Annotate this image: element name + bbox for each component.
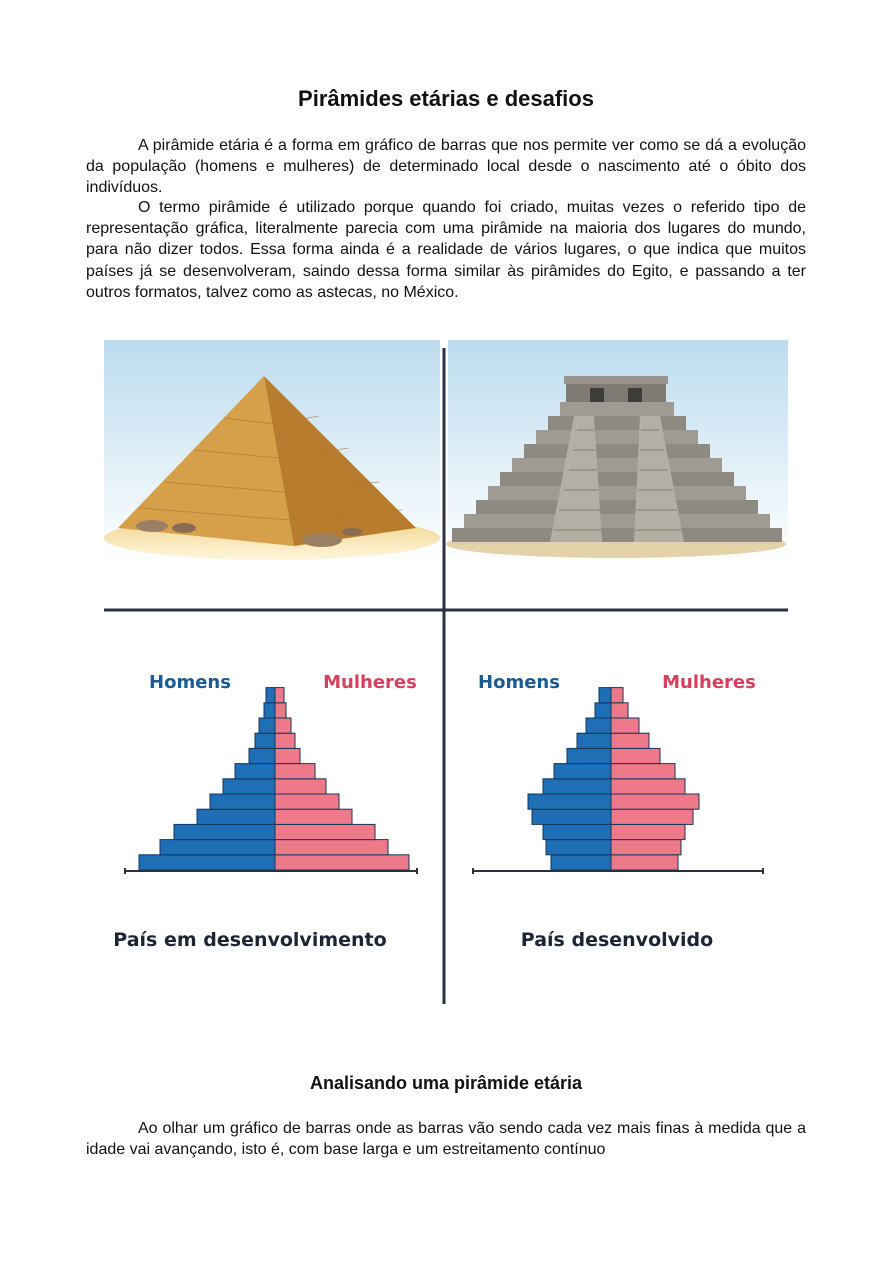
paragraph-analysis: Ao olhar um gráfico de barras onde as barras vão sendo cada vez mais finas à medida que a idade vai avançando, isto é, com base larga e um estreitamento contínuo [86,1120,806,1159]
bar-mulheres-developed-10 [611,703,628,718]
bar-homens-developed-10 [595,703,611,718]
bar-homens-developed-1 [546,840,611,855]
bar-mulheres-developed-5 [611,779,685,794]
bar-mulheres-developed-3 [611,809,693,824]
bar-mulheres-developed-9 [611,718,639,733]
bar-homens-developing-3 [197,809,275,824]
caption-developing: País em desenvolvimento [113,929,387,951]
bar-mulheres-developed-11 [611,688,623,703]
bar-homens-developed-2 [543,824,611,839]
bar-homens-developing-10 [264,703,275,718]
bar-mulheres-developed-6 [611,764,675,779]
bar-homens-developing-11 [266,688,275,703]
paragraph-pyramid-term: O termo pirâmide é utilizado porque quando foi criado, muitas vezes o referido tipo de representação gráfica, literalmente parecia com uma pirâmide na maioria dos lugares do mundo, para não dizer todos. Essa forma ainda é a realidade de vários lugares, o que indica que muitos países já se desenvolveram, saindo dessa forma similar às pirâmides do Egito, e passando a ter outros formatos, talvez como as astecas, no México. [86,199,806,301]
section-title: Analisando uma pirâmide etária [309,1073,583,1093]
paragraph-intro: A pirâmide etária é a forma em gráfico de barras que nos permite ver como se dá a evolução da população (homens e mulheres) de determinado local desde o nascimento até o óbito dos indivíduos. [86,137,806,197]
legend-homens-left: Homens [149,672,231,693]
caption-developed: País desenvolvido [520,929,714,951]
legend-mulheres-left: Mulheres [323,672,417,693]
bar-homens-developing-9 [259,718,275,733]
bar-mulheres-developing-8 [275,733,295,748]
pyramid-chart-developing [113,672,418,951]
bar-homens-developing-4 [210,794,275,809]
bar-homens-developed-5 [543,779,611,794]
bar-mulheres-developing-11 [275,688,284,703]
bar-homens-developing-1 [160,840,275,855]
bar-homens-developed-11 [599,688,611,703]
bar-homens-developed-6 [554,764,611,779]
bar-mulheres-developed-1 [611,840,681,855]
bar-homens-developed-0 [551,855,611,870]
bar-homens-developing-7 [249,748,275,763]
bar-mulheres-developing-4 [275,794,339,809]
bar-mulheres-developed-7 [611,748,660,763]
bar-mulheres-developing-6 [275,764,315,779]
bar-mulheres-developing-2 [275,824,375,839]
bar-mulheres-developing-0 [275,855,409,870]
bars-developing [139,688,409,870]
bar-mulheres-developing-5 [275,779,326,794]
bar-mulheres-developed-8 [611,733,649,748]
bar-mulheres-developed-2 [611,824,685,839]
bar-mulheres-developing-7 [275,748,300,763]
bar-mulheres-developing-1 [275,840,388,855]
bar-mulheres-developed-4 [611,794,699,809]
bar-homens-developed-8 [577,733,611,748]
bar-mulheres-developing-9 [275,718,291,733]
bar-homens-developing-2 [174,824,275,839]
pyramids-figure [104,340,788,1010]
bars-developed [528,688,699,870]
bar-homens-developing-0 [139,855,275,870]
page-title: Pirâmides etárias e desafios [298,86,594,111]
bar-homens-developed-3 [532,809,611,824]
bar-mulheres-developing-10 [275,703,286,718]
bar-mulheres-developing-3 [275,809,352,824]
bar-homens-developed-9 [586,718,611,733]
bar-homens-developing-6 [235,764,275,779]
bar-homens-developing-5 [223,779,275,794]
pyramid-chart-developed [472,672,764,951]
bar-mulheres-developed-0 [611,855,678,870]
bar-homens-developing-8 [255,733,275,748]
legend-homens-right: Homens [478,672,560,693]
bar-homens-developed-7 [567,748,611,763]
legend-mulheres-right: Mulheres [662,672,756,693]
bar-homens-developed-4 [528,794,611,809]
